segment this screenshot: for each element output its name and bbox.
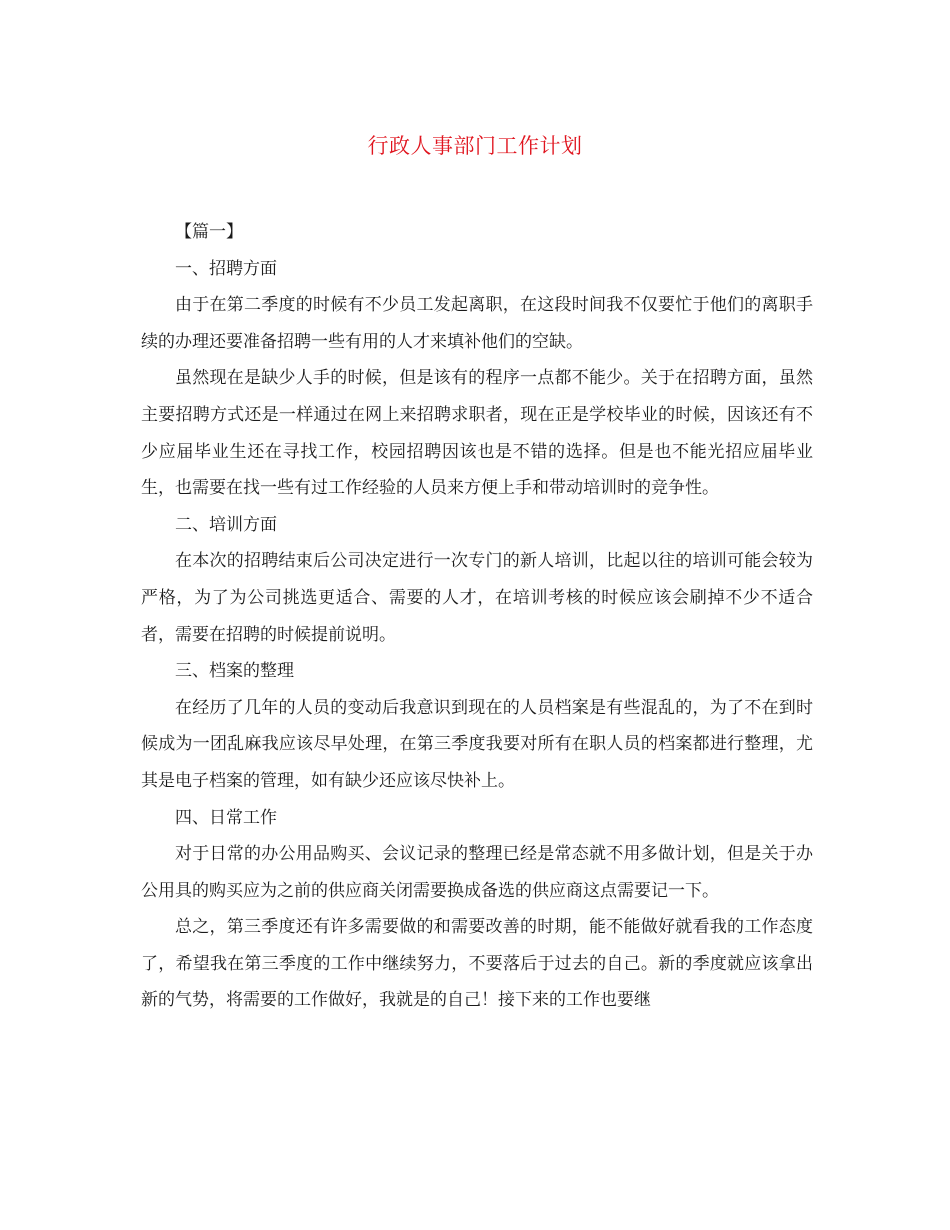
paragraph: 总之，第三季度还有许多需要做的和需要改善的时期，能不能做好就看我的工作态度了，希望我在第三季度的工作中继续努力，不要落后于过去的自己。新的季度就应该拿出新的气势，将需要的工作做好，我就是的自己！接下来的工作也要继: [141, 917, 813, 1011]
paragraph: 虽然现在是缺少人手的时候，但是该有的程序一点都不能少。关于在招聘方面，虽然主要招聘方式还是一样通过在网上来招聘求职者，现在正是学校毕业的时候，因该还有不少应届毕业生还在寻找工作，校园招聘因该也是不错的选择。但是也不能光招应届毕业生，也需要在找一些有过工作经验的人员来方便上手和带动培训时的竞争性。: [141, 368, 813, 499]
heading-archives: 三、档案的整理: [175, 661, 294, 682]
document-body: [141, 214, 813, 1019]
heading-training: 二、培训方面: [175, 514, 277, 535]
paragraph: 对于日常的办公用品购买、会议记录的整理已经是常态就不用多做计划，但是关于办公用具的购买应为之前的供应商关闭需要换成备选的供应商这点需要记一下。: [141, 844, 813, 901]
document-title: 行政人事部门工作计划: [367, 134, 583, 158]
paragraph: 在本次的招聘结束后公司决定进行一次专门的新人培训，比起以往的培训可能会较为严格，为了为公司挑选更适合、需要的人才，在培训考核的时候应该会刷掉不少不适合者，需要在招聘的时候提前说明。: [141, 551, 813, 645]
heading-daily-work: 四、日常工作: [175, 807, 277, 828]
paragraph: 在经历了几年的人员的变动后我意识到现在的人员档案是有些混乱的，为了不在到时候成为一团乱麻我应该尽早处理，在第三季度我要对所有在职人员的档案都进行整理，尤其是电子档案的管理，如有缺少还应该尽快补上。: [141, 697, 813, 791]
paragraph: 由于在第二季度的时候有不少员工发起离职，在这段时间我不仅要忙于他们的离职手续的办理还要准备招聘一些有用的人才来填补他们的空缺。: [141, 295, 813, 352]
section-marker: 【篇一】: [175, 222, 243, 242]
heading-recruitment: 一、招聘方面: [175, 258, 277, 279]
